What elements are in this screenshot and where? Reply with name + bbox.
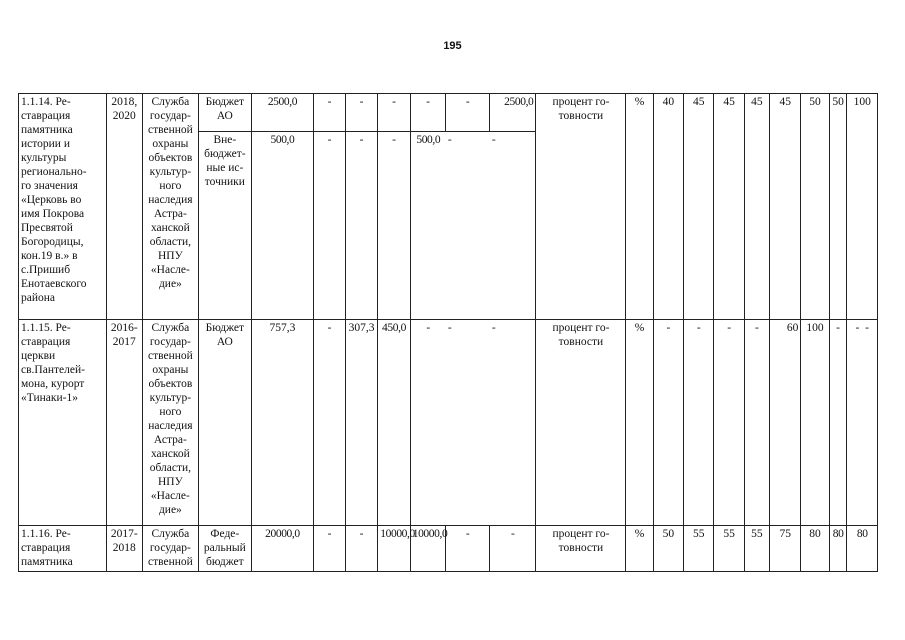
target-value: 45 (769, 94, 800, 320)
total-value: 2500,0 (251, 94, 314, 132)
target-value: 50 (829, 94, 847, 320)
target-value: 100 (801, 320, 829, 526)
indicator: процент го- товности (536, 94, 626, 320)
executor: Служба государ- ственной (142, 526, 199, 572)
program-table (18, 93, 878, 572)
table-row (19, 320, 878, 526)
target-value: 55 (714, 526, 744, 572)
target-value: 100 (847, 94, 878, 320)
target-value: - - (847, 320, 878, 526)
measure-name: 1.1.15. Ре- ставрация церкви св.Пантелей- мона, курорт «Тинаки-1» (19, 320, 107, 526)
funding-source: Вне- бюджет- ные ис- точники (199, 132, 251, 320)
target-value: 45 (684, 94, 714, 320)
year-value: - (490, 132, 536, 320)
target-value: 80 (847, 526, 878, 572)
year-value: 450,0 (378, 320, 410, 526)
year-value: 10000,0 (410, 526, 446, 572)
indicator: процент го- товности (536, 526, 626, 572)
measure-name: 1.1.16. Ре- ставрация памятника (19, 526, 107, 572)
year-value: - (314, 132, 345, 320)
total-value: 757,3 (251, 320, 314, 526)
target-value: - (653, 320, 683, 526)
unit: % (626, 94, 653, 320)
year-value: - (314, 94, 345, 132)
year-value: 307,3 (345, 320, 377, 526)
year-value: - (314, 320, 345, 526)
target-value: 80 (829, 526, 847, 572)
year-value: 10000,0 (378, 526, 410, 572)
target-value: 45 (744, 94, 769, 320)
funding-source: Феде- ральный бюджет (199, 526, 251, 572)
year-value: - (446, 320, 490, 526)
target-value: 75 (769, 526, 800, 572)
target-value: 55 (744, 526, 769, 572)
year-value: - (378, 94, 410, 132)
page-number: 195 (443, 40, 462, 52)
target-value: 50 (653, 526, 683, 572)
funding-source: Бюджет АО (199, 320, 251, 526)
year-value: - (314, 526, 345, 572)
total-value: 20000,0 (251, 526, 314, 572)
years: 2017- 2018 (106, 526, 142, 572)
target-value: - (744, 320, 769, 526)
year-value: 500,0 (410, 132, 446, 320)
year-value: - (345, 94, 377, 132)
executor: Служба государ- ственной охраны объектов культур- ного наследия Астра- ханской области, НПУ «Насле- дие» (142, 94, 199, 320)
year-value: - (410, 320, 446, 526)
target-value: 80 (801, 526, 829, 572)
year-value: 2500,0 (490, 94, 536, 132)
year-value: - (345, 132, 377, 320)
target-value: 50 (801, 94, 829, 320)
year-value: - (446, 94, 490, 132)
year-value: - (446, 132, 490, 320)
table-row (19, 94, 878, 132)
total-value: 500,0 (251, 132, 314, 320)
measure-name: 1.1.14. Ре- ставрация памятника истории и культуры регионально- го значения «Церковь во имя Покрова Пресвятой Богородицы, кон.19 в.» в с.Пришиб Енотаевского района (19, 94, 107, 320)
year-value: - (345, 526, 377, 572)
executor: Служба государ- ственной охраны объектов культур- ного наследия Астра- ханской области, НПУ «Насле- дие» (142, 320, 199, 526)
funding-source: Бюджет АО (199, 94, 251, 132)
target-value: 40 (653, 94, 683, 320)
year-value: - (446, 526, 490, 572)
indicator: процент го- товности (536, 320, 626, 526)
target-value: - (684, 320, 714, 526)
target-value: 45 (714, 94, 744, 320)
years: 2018, 2020 (106, 94, 142, 320)
year-value: - (490, 320, 536, 526)
target-value: - (829, 320, 847, 526)
year-value: - (378, 132, 410, 320)
years: 2016- 2017 (106, 320, 142, 526)
target-value: - (714, 320, 744, 526)
target-value: 60 (769, 320, 800, 526)
year-value: - (410, 94, 446, 132)
unit: % (626, 526, 653, 572)
unit: % (626, 320, 653, 526)
target-value: 55 (684, 526, 714, 572)
year-value: - (490, 526, 536, 572)
table-row (19, 526, 878, 572)
